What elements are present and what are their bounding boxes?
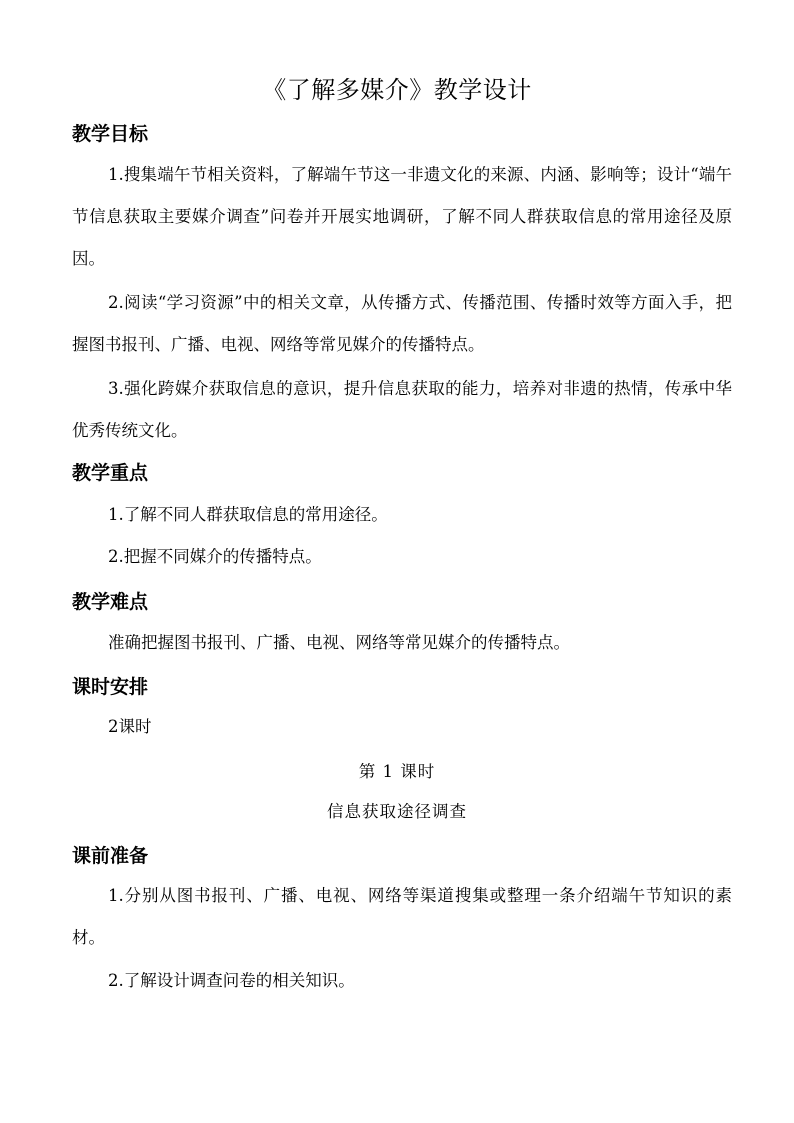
difficulties-text: 准确把握图书报刊、广播、电视、网络等常见媒介的传播特点。 <box>108 633 570 652</box>
lesson-label: 第 1 课时 <box>358 762 436 781</box>
preparation-item-1: 1.分别从图书报刊、广播、电视、网络等渠道搜集或整理一条介绍端午节知识的素材。 <box>72 886 732 947</box>
key-point-item-1: 1.了解不同人群获取信息的常用途径。 <box>108 505 388 524</box>
preparation-item-2: 2.了解设计调查问卷的相关知识。 <box>108 971 355 990</box>
objective-item-3: 3.强化跨媒介获取信息的意识，提升信息获取的能力，培养对非遗的热情，传承中华优秀传统文化。 <box>72 379 732 440</box>
lesson-subtitle: 信息获取途径调查 <box>327 802 467 821</box>
heading-objectives: 教学目标 <box>72 123 149 145</box>
document-title: 《了解多媒介》教学设计 <box>262 76 532 104</box>
objective-item-2: 2.阅读“学习资源”中的相关文章，从传播方式、传播范围、传播时效等方面入手，把握图书报刊、广播、电视、网络等常见媒介的传播特点。 <box>72 293 732 354</box>
heading-key-points: 教学重点 <box>72 462 149 484</box>
schedule-text: 2课时 <box>108 717 152 736</box>
key-point-item-2: 2.把握不同媒介的传播特点。 <box>108 547 322 566</box>
heading-schedule: 课时安排 <box>72 676 149 698</box>
heading-preparation: 课前准备 <box>72 845 149 867</box>
objective-item-1: 1.搜集端午节相关资料，了解端午节这一非遗文化的来源、内涵、影响等；设计“端午节信息获取主要媒介调查”问卷并开展实地调研，了解不同人群获取信息的常用途径及原因。 <box>72 165 732 268</box>
heading-difficulties: 教学难点 <box>72 591 149 613</box>
